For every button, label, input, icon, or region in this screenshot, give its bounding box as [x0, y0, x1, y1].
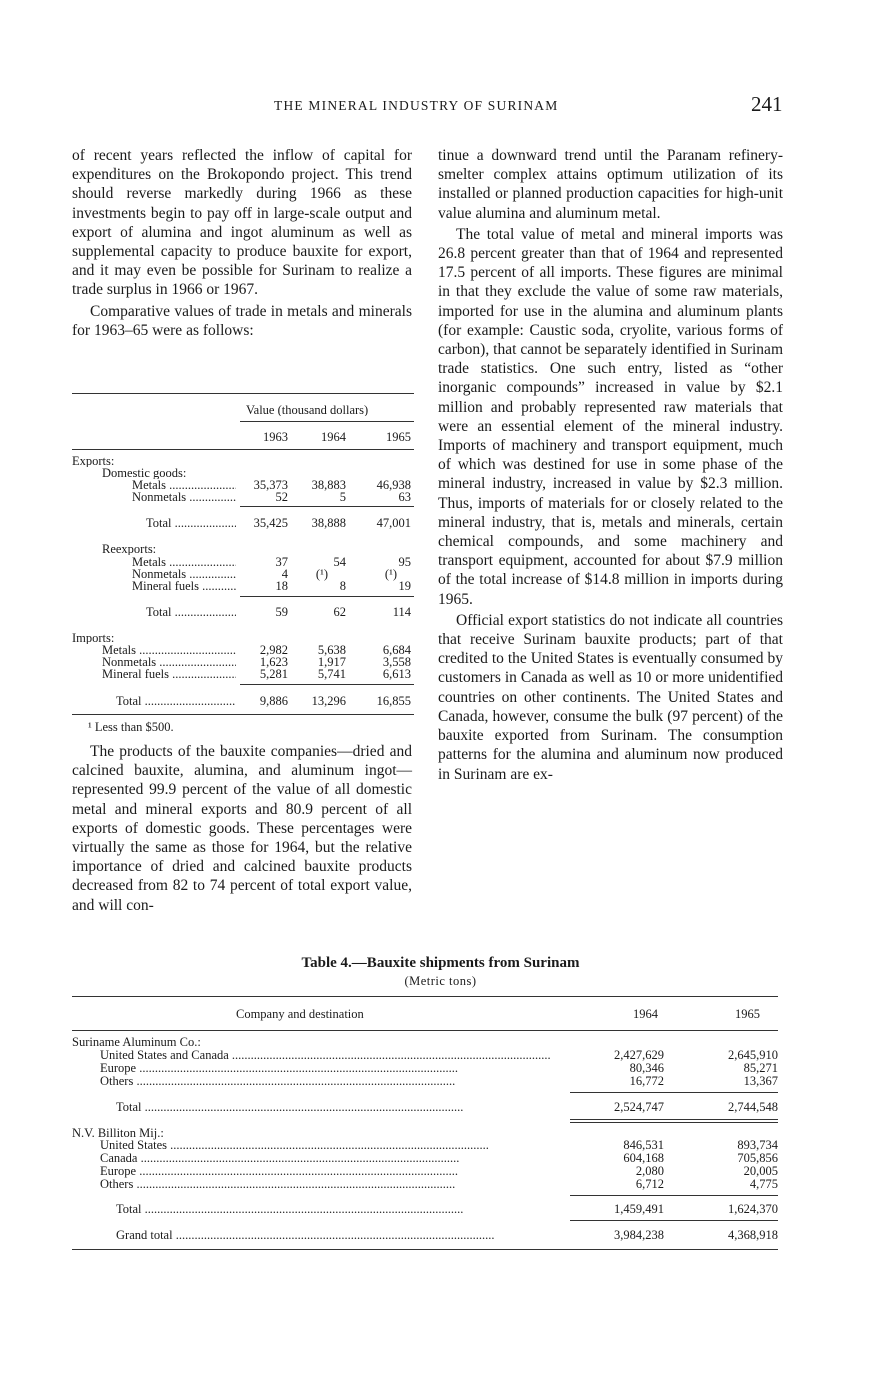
table-rule: [240, 596, 414, 597]
cell: 604,168: [623, 1151, 664, 1165]
table-title: Table 4.—Bauxite shipments from Surinam: [301, 955, 580, 971]
table-row: [72, 491, 414, 504]
table-row: [72, 1101, 778, 1114]
cell: 35,373: [253, 478, 288, 492]
company-label: Suriname Aluminum Co.:: [72, 1036, 201, 1049]
cell: 5,281: [259, 667, 288, 681]
cell: 4,368,918: [728, 1228, 778, 1242]
cell: 6,712: [635, 1177, 664, 1191]
table-row: [72, 517, 414, 530]
cell: 1,624,370: [728, 1202, 778, 1216]
table-rule: [570, 1119, 778, 1120]
table-rule: [570, 1220, 778, 1221]
section-label: Exports:: [72, 455, 115, 468]
section-label: Imports:: [72, 632, 115, 645]
table-rule: [72, 714, 414, 715]
column-header: 1965: [735, 1007, 760, 1021]
row-label: Grand total .....: [116, 1229, 570, 1242]
cell: 1,917: [317, 655, 346, 669]
left-column: [72, 146, 412, 340]
section-label: Domestic goods:: [102, 467, 187, 480]
table-row: [72, 1178, 778, 1191]
table-rule: [240, 421, 414, 422]
column-header: Company and destination: [236, 1008, 364, 1021]
cell: 2,427,629: [614, 1048, 664, 1062]
cell: 20,005: [743, 1164, 778, 1178]
row-label: Total .....: [116, 1101, 570, 1114]
row-label: Total .....: [146, 606, 236, 618]
cell: 35,425: [253, 516, 288, 530]
cell: 114: [392, 605, 411, 619]
cell: 3,558: [382, 655, 411, 669]
paragraph: The products of the bauxite companies—dried and calcined bauxite, alumina, and aluminum ingot—represented 99.9 percent of the value of all domestic metal and mineral exports and 80.9 percent of all exports of domestic goods. These percentages were virtually the same as those for 1964, but the relative importance of dried and calcined bauxite products decreased from 82 to 74 percent of total export value, and will con-: [72, 743, 412, 914]
cell: 2,645,910: [728, 1048, 778, 1062]
table-rule: [240, 684, 414, 685]
cell: 16,772: [629, 1074, 664, 1088]
paragraph: Official export statistics do not indicate all countries that receive Surinam bauxite products; part of that credited to the United States is eventually consumed by customers in Canada as well as 10 or more unidentified countries on other continents. The United States and Canada, however, consume the bulk (97 percent) of the bauxite exported from Surinam. The consumption patterns for the alumina and aluminum now produced in Surinam are ex-: [438, 611, 783, 783]
left-column-continued: [72, 742, 412, 915]
right-column: [438, 146, 783, 784]
table-row: [72, 695, 414, 708]
column-header: 1964: [321, 430, 346, 444]
cell: 47,001: [376, 516, 411, 530]
table-row: [72, 1165, 778, 1178]
cell: 38,888: [311, 516, 346, 530]
row-label: Canada .....: [100, 1152, 570, 1165]
row-label: United States .....: [100, 1139, 570, 1152]
paragraph: Comparative values of trade in metals and minerals for 1963–65 were as follows:: [72, 302, 412, 339]
table-subtitle: (Metric tons): [404, 974, 477, 988]
cell: 5: [339, 490, 346, 504]
cell: 2,080: [635, 1164, 664, 1178]
cell: 38,883: [311, 478, 346, 492]
cell: 16,855: [376, 694, 411, 708]
cell: 893,734: [737, 1138, 778, 1152]
table-rule: [240, 506, 414, 507]
cell: 6,613: [382, 667, 411, 681]
table-row: [72, 580, 414, 593]
cell: (¹): [315, 567, 328, 581]
row-label: Nonmetals .....: [132, 568, 236, 580]
cell: 52: [275, 490, 288, 504]
row-label: Metals .....: [132, 556, 236, 568]
column-header: 1965: [386, 430, 411, 444]
cell: 2,524,747: [614, 1100, 664, 1114]
cell: 59: [275, 605, 288, 619]
cell: 1,459,491: [614, 1202, 664, 1216]
cell: 9,886: [259, 694, 288, 708]
table-row: [72, 668, 414, 681]
table-rule: [72, 1030, 778, 1031]
row-label: Total .....: [116, 1203, 570, 1216]
page-number: 241: [751, 92, 783, 116]
table-row: [72, 1049, 778, 1062]
row-label: Nonmetals .....: [132, 491, 236, 503]
row-label: Others .....: [100, 1178, 570, 1191]
cell: 18: [275, 579, 288, 593]
cell: 13,296: [311, 694, 346, 708]
table-row: [72, 1229, 778, 1242]
table-rule: [72, 1249, 778, 1250]
table-rule: [570, 1122, 778, 1123]
cell: 8: [339, 579, 346, 593]
table-row: [72, 1203, 778, 1216]
cell: 54: [333, 555, 346, 569]
cell: 5,638: [317, 643, 346, 657]
column-header: 1963: [263, 430, 288, 444]
row-label: Mineral fuels .....: [132, 580, 236, 592]
paragraph: of recent years reflected the inflow of capital for expenditures on the Brokopondo project. This trend should reverse markedly during 1966 as these investments begin to pay off in large-scale output and export of alumina and ingot aluminum as well as supplemental capacity to produce bauxite for export, and it may even be possible for Surinam to realize a trade surplus in 1966 or 1967.: [72, 147, 412, 299]
table-rule: [570, 1195, 778, 1196]
row-label: Europe .....: [100, 1062, 570, 1075]
cell: 85,271: [743, 1061, 778, 1075]
row-label: Total .....: [116, 695, 236, 707]
cell: 6,684: [382, 643, 411, 657]
cell: (¹): [384, 567, 397, 581]
table-rule: [72, 393, 414, 394]
cell: 80,346: [629, 1061, 664, 1075]
cell: 1,623: [259, 655, 288, 669]
column-header: 1964: [633, 1007, 658, 1021]
row-label: Europe .....: [100, 1165, 570, 1178]
row-label: United States and Canada .....: [100, 1049, 570, 1062]
cell: 2,982: [259, 643, 288, 657]
paragraph: tinue a downward trend until the Paranam refinery-smelter complex attains optimum utilization of its installed or planned production capacities for high-unit value alumina and aluminum metal.: [438, 147, 783, 222]
cell: 62: [333, 605, 346, 619]
cell: 19: [398, 579, 411, 593]
cell: 4: [281, 567, 288, 581]
row-label: Metals .....: [132, 479, 236, 491]
row-label: Metals .....: [102, 644, 236, 656]
table-row: [72, 1075, 778, 1088]
cell: 3,984,238: [614, 1228, 664, 1242]
table-row: [72, 606, 414, 619]
paragraph: The total value of metal and mineral imports was 26.8 percent greater than that of 1964 and represented 17.5 percent of all imports. These figures are minimal in that they exclude the value of some raw materials, imported for use in the alumina and aluminum plants (for example: Caustic soda, cryolite, various forms of carbon), that cannot be separately identified in Surinam trade statistics. One such entry, listed as “other inorganic compounds” increased in value by $2.1 million and probably represented raw materials that were an essential element of the mineral industry. Imports of machinery and transport equipment, much of which was destined for use in some phase of the mineral industry, increased in value by $2.3 million. Thus, imports of materials for or closely related to the mineral industry, that is, metals and minerals, certain chemical compounds, and some machinery and transport equipment, accounted for about $7.9 million of the total increase of $14.8 million in imports during 1965.: [438, 225, 783, 608]
cell: 63: [398, 490, 411, 504]
section-label: Reexports:: [102, 543, 157, 556]
running-header: [0, 94, 881, 118]
table-rule: [72, 449, 414, 450]
table-rule: [72, 996, 778, 997]
company-label: N.V. Billiton Mij.:: [72, 1127, 164, 1140]
cell: 37: [275, 555, 288, 569]
column-group-header: Value (thousand dollars): [246, 404, 369, 417]
table-row: [72, 1139, 778, 1152]
cell: 13,367: [743, 1074, 778, 1088]
row-label: Nonmetals .....: [102, 656, 236, 668]
cell: 2,744,548: [728, 1100, 778, 1114]
table-row: [72, 1152, 778, 1165]
row-label: Others .....: [100, 1075, 570, 1088]
cell: 46,938: [376, 478, 411, 492]
table-row: [72, 1062, 778, 1075]
cell: 846,531: [623, 1138, 664, 1152]
table-footnote: ¹ Less than $500.: [88, 720, 174, 734]
cell: 705,856: [737, 1151, 778, 1165]
cell: 95: [398, 555, 411, 569]
cell: 4,775: [749, 1177, 778, 1191]
table-rule: [570, 1092, 778, 1093]
row-label: Total .....: [146, 517, 236, 529]
cell: 5,741: [317, 667, 346, 681]
running-title: THE MINERAL INDUSTRY OF SURINAM: [274, 98, 559, 113]
row-label: Mineral fuels .....: [102, 668, 236, 680]
